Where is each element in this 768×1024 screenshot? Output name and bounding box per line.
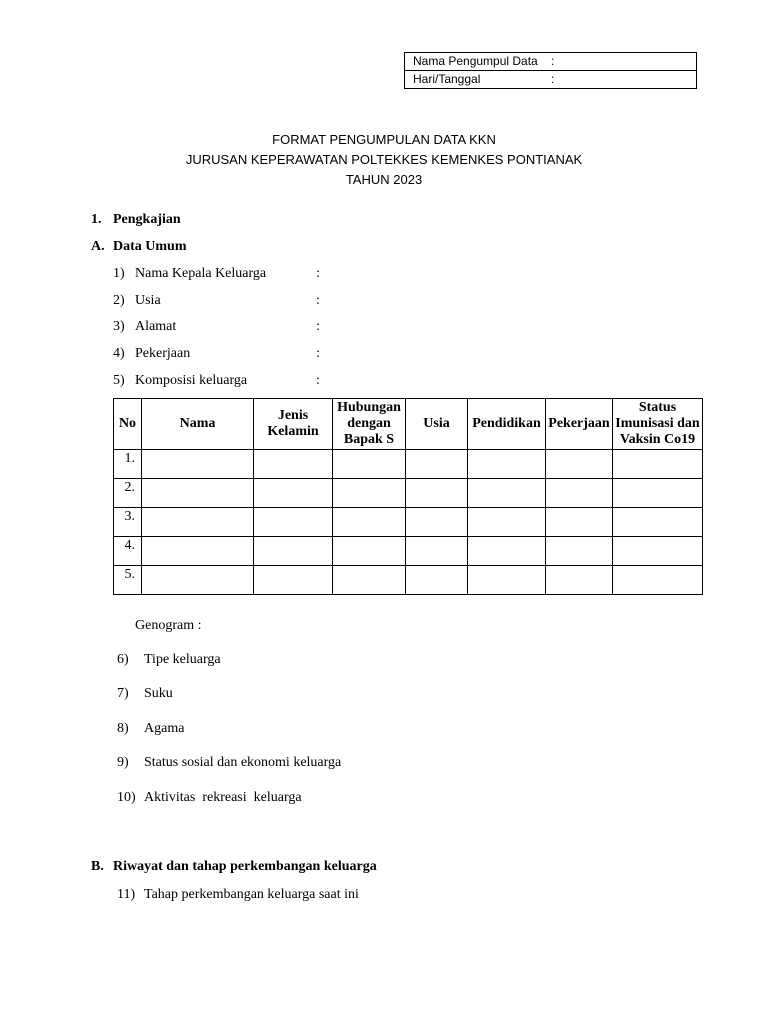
collector-info-box (404, 52, 697, 89)
table-header-row (114, 399, 703, 450)
item-3-number: 3) (113, 319, 125, 334)
date-label: Hari/Tanggal (413, 72, 481, 86)
cell-usia[interactable] (406, 508, 468, 537)
cell-jenis-kelamin[interactable] (254, 479, 333, 508)
row-number: 5. (114, 566, 142, 595)
table-row (114, 508, 703, 537)
header-pekerjaan: Pekerjaan (546, 399, 613, 450)
item-7-number: 7) (117, 686, 129, 701)
item-1-label: Nama Kepala Keluarga (135, 266, 267, 281)
cell-jenis-kelamin[interactable] (254, 450, 333, 479)
table-row (114, 450, 703, 479)
header-hubungan-line1: Hubungan (337, 400, 401, 415)
cell-nama[interactable] (142, 508, 254, 537)
cell-hubungan[interactable] (333, 566, 406, 595)
cell-usia[interactable] (406, 450, 468, 479)
title-line-1: FORMAT PENGUMPULAN DATA KKN (272, 132, 496, 147)
item-9-label: Status sosial dan ekonomi keluarga (144, 755, 342, 770)
cell-pekerjaan[interactable] (546, 479, 613, 508)
cell-status[interactable] (613, 479, 703, 508)
row-number: 4. (114, 537, 142, 566)
section-b-letter: B. (91, 859, 104, 874)
header-pendidikan: Pendidikan (468, 399, 546, 450)
cell-hubungan[interactable] (333, 537, 406, 566)
item-8-number: 8) (117, 721, 129, 736)
item-7-label: Suku (144, 686, 173, 701)
cell-nama[interactable] (142, 479, 254, 508)
header-jenis-kelamin-line2: Kelamin (267, 424, 319, 439)
row-number: 2. (114, 479, 142, 508)
item-6-number: 6) (117, 652, 129, 667)
table-row (114, 479, 703, 508)
document-title (0, 130, 768, 190)
cell-pekerjaan[interactable] (546, 450, 613, 479)
item-11-label: Tahap perkembangan keluarga saat ini (144, 887, 359, 902)
cell-pendidikan[interactable] (468, 508, 546, 537)
item-5-colon: : (316, 373, 320, 388)
title-line-2: JURUSAN KEPERAWATAN POLTEKKES KEMENKES PONTIANAK (185, 152, 583, 167)
section-b-heading: Riwayat dan tahap perkembangan keluarga (113, 859, 377, 874)
header-jenis-kelamin (254, 399, 333, 450)
header-jenis-kelamin-line1: Jenis (277, 408, 309, 423)
cell-pekerjaan[interactable] (546, 566, 613, 595)
cell-status[interactable] (613, 537, 703, 566)
item-11-number: 11) (117, 887, 136, 902)
family-composition-table (113, 398, 703, 595)
cell-usia[interactable] (406, 479, 468, 508)
cell-jenis-kelamin[interactable] (254, 537, 333, 566)
section-a-heading: Data Umum (113, 239, 187, 254)
section-1-heading: Pengkajian (113, 212, 181, 227)
date-row (405, 70, 696, 88)
cell-pendidikan[interactable] (468, 450, 546, 479)
collector-label: Nama Pengumpul Data (413, 54, 538, 68)
date-colon: : (551, 72, 555, 86)
title-line-3: TAHUN 2023 (345, 172, 423, 187)
item-1-colon: : (316, 266, 320, 281)
item-4-colon: : (316, 346, 320, 361)
item-10-label: Aktivitas rekreasi keluarga (144, 790, 302, 805)
cell-pendidikan[interactable] (468, 537, 546, 566)
item-2-label: Usia (135, 293, 161, 308)
row-number: 1. (114, 450, 142, 479)
header-no: No (114, 399, 142, 450)
header-hubungan-line3: Bapak S (343, 432, 395, 447)
header-hubungan (333, 399, 406, 450)
cell-status[interactable] (613, 566, 703, 595)
genogram-label: Genogram : (135, 618, 202, 633)
section-a-letter: A. (91, 239, 105, 254)
header-hubungan-line2: dengan (347, 416, 391, 431)
item-5-number: 5) (113, 373, 125, 388)
header-usia: Usia (406, 399, 468, 450)
cell-hubungan[interactable] (333, 508, 406, 537)
cell-nama[interactable] (142, 450, 254, 479)
collector-row (405, 53, 696, 70)
table-row (114, 537, 703, 566)
cell-nama[interactable] (142, 566, 254, 595)
cell-pekerjaan[interactable] (546, 508, 613, 537)
item-1-number: 1) (113, 266, 125, 281)
item-8-label: Agama (144, 721, 185, 736)
cell-jenis-kelamin[interactable] (254, 508, 333, 537)
section-1-number: 1. (91, 212, 102, 227)
cell-hubungan[interactable] (333, 479, 406, 508)
collector-colon: : (551, 54, 555, 68)
header-status-line2: Imunisasi dan (615, 416, 700, 431)
row-number: 3. (114, 508, 142, 537)
item-4-label: Pekerjaan (135, 346, 191, 361)
item-2-number: 2) (113, 293, 125, 308)
item-6-label: Tipe keluarga (144, 652, 221, 667)
cell-usia[interactable] (406, 537, 468, 566)
cell-jenis-kelamin[interactable] (254, 566, 333, 595)
item-3-label: Alamat (135, 319, 177, 334)
header-nama: Nama (142, 399, 254, 450)
item-10-number: 10) (117, 790, 136, 805)
cell-hubungan[interactable] (333, 450, 406, 479)
table-row (114, 566, 703, 595)
cell-usia[interactable] (406, 566, 468, 595)
header-status (613, 399, 703, 450)
header-status-line1: Status (638, 400, 677, 415)
cell-pendidikan[interactable] (468, 566, 546, 595)
item-3-colon: : (316, 319, 320, 334)
item-2-colon: : (316, 293, 320, 308)
item-9-number: 9) (117, 755, 129, 770)
cell-status[interactable] (613, 450, 703, 479)
cell-status[interactable] (613, 508, 703, 537)
cell-nama[interactable] (142, 537, 254, 566)
item-4-number: 4) (113, 346, 125, 361)
item-5-label: Komposisi keluarga (135, 373, 248, 388)
header-status-line3: Vaksin Co19 (619, 432, 696, 447)
cell-pendidikan[interactable] (468, 479, 546, 508)
cell-pekerjaan[interactable] (546, 537, 613, 566)
